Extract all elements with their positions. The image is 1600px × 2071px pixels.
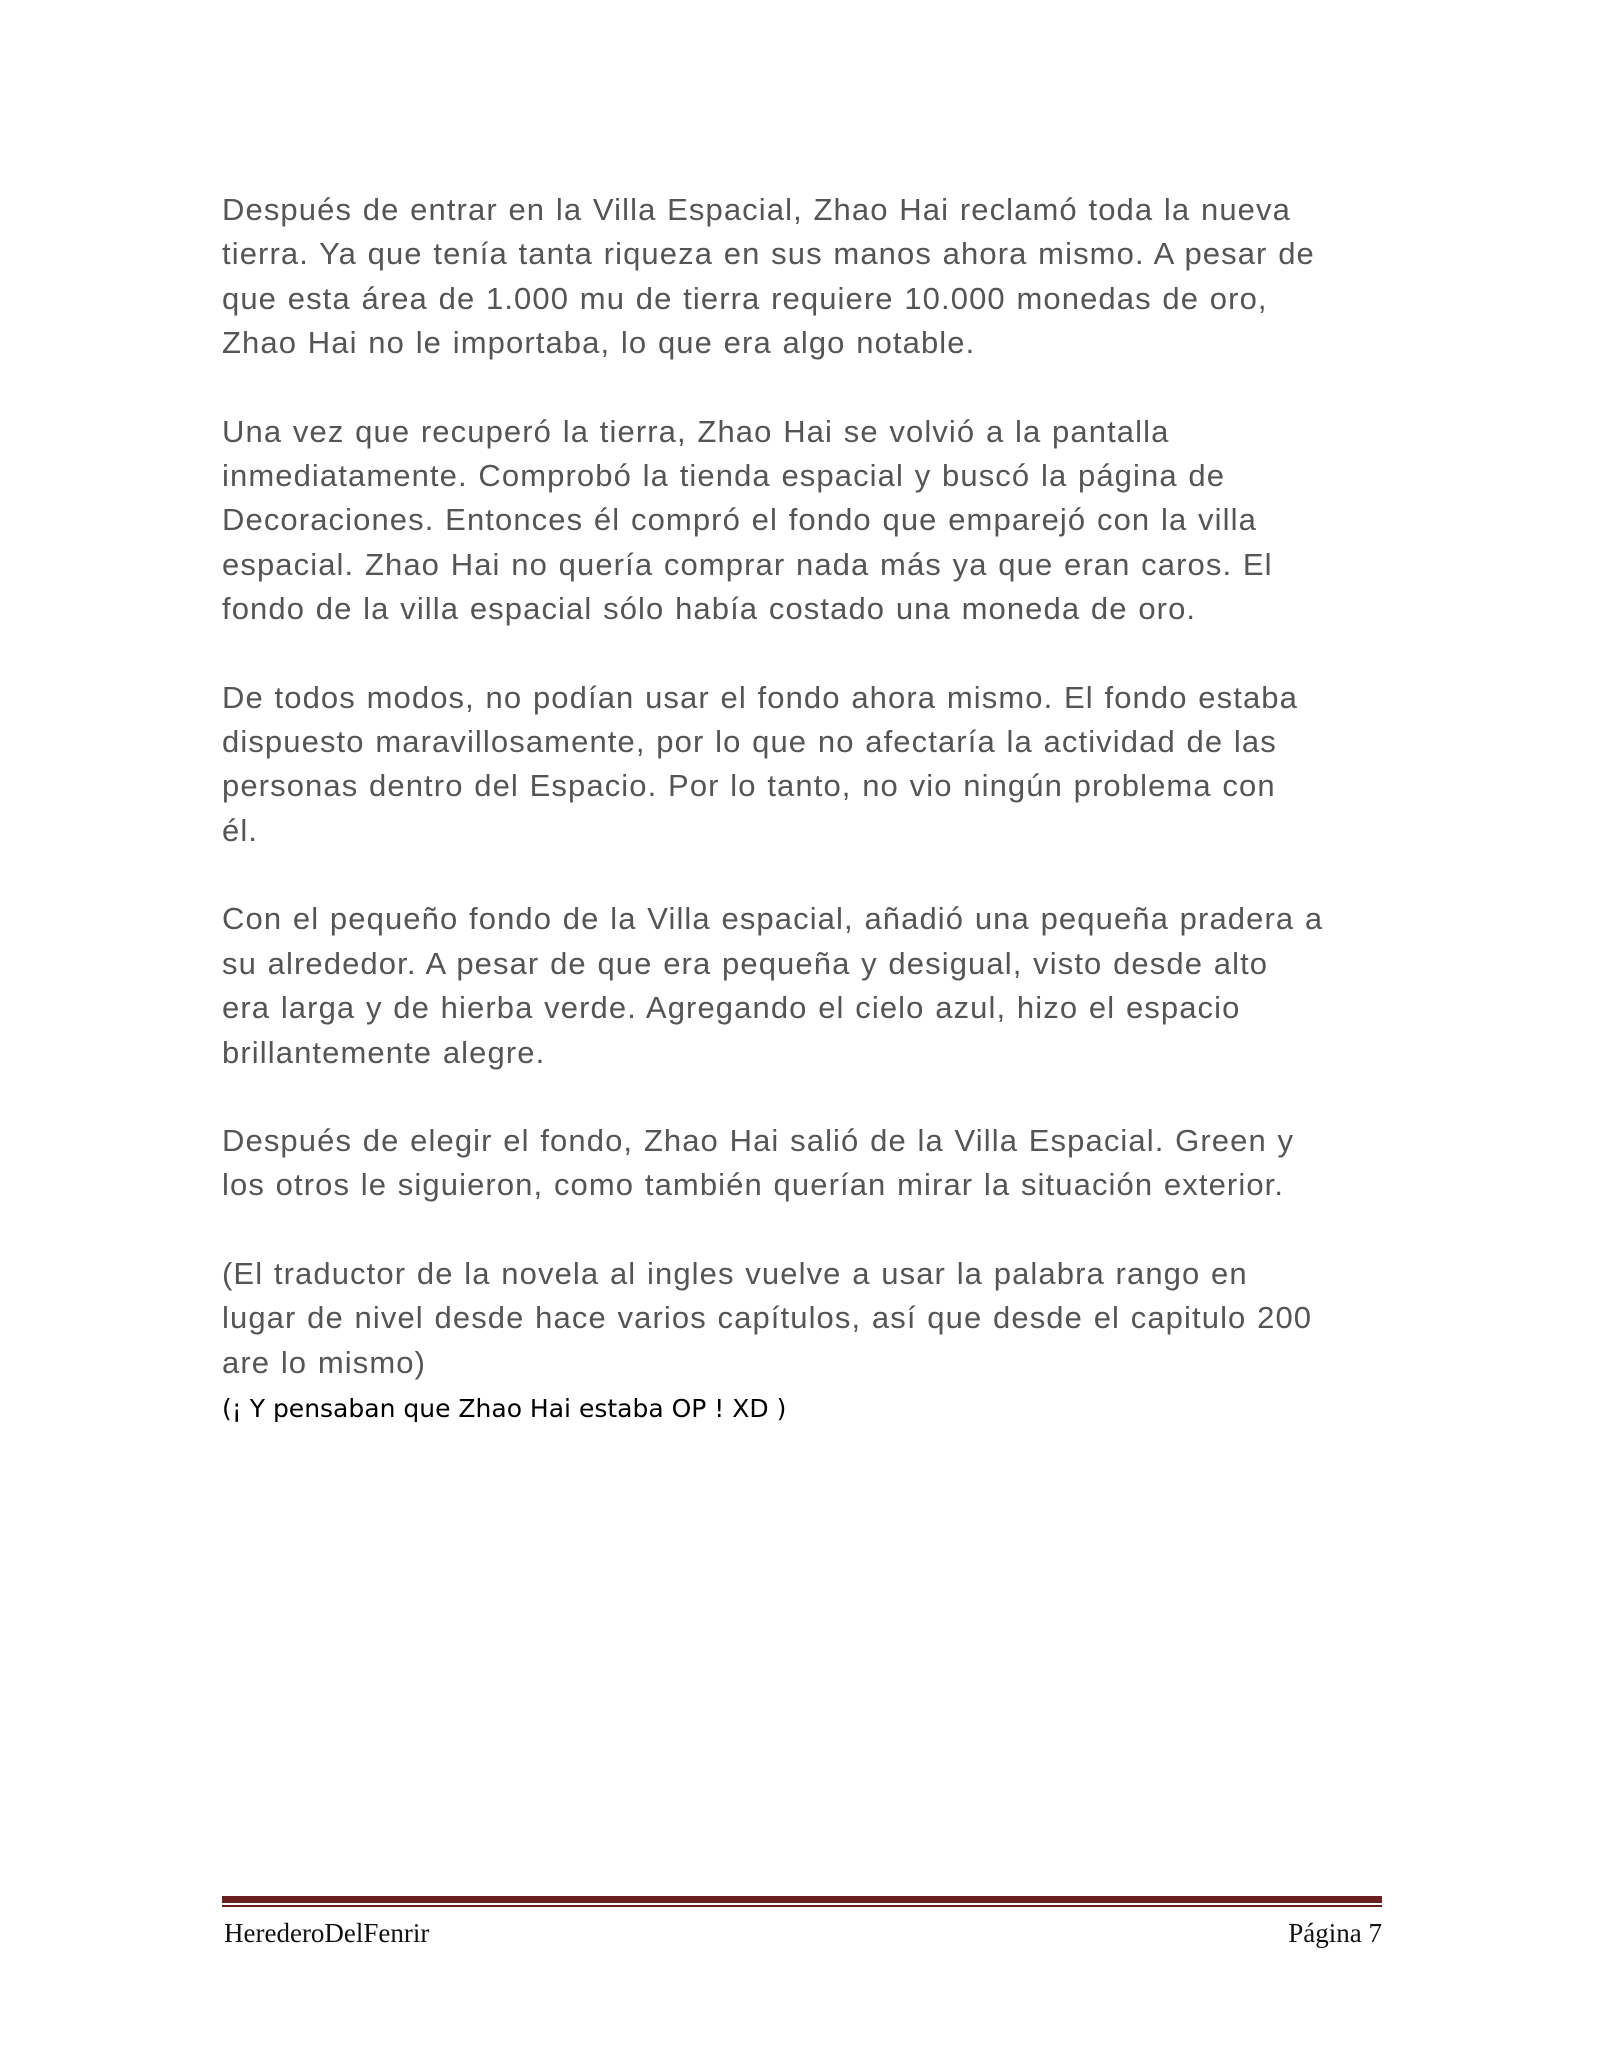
author-note: (¡ Y pensaban que Zhao Hai estaba OP ! XD ) xyxy=(222,1393,787,1423)
text-line: que esta área de 1.000 mu de tierra requiere 10.000 monedas de oro, xyxy=(222,280,1268,316)
text-line: él. xyxy=(222,812,259,848)
paragraph-6 xyxy=(222,1252,1387,1385)
text-line: tierra. Ya que tenía tanta riqueza en sus manos ahora mismo. A pesar de xyxy=(222,236,1315,272)
footer-rule xyxy=(222,1896,1382,1903)
text-line: Después de entrar en la Villa Espacial, Zhao Hai reclamó toda la nueva xyxy=(222,192,1291,227)
paragraph-5 xyxy=(222,1119,1387,1208)
text-line: su alrededor. A pesar de que era pequeña y desigual, visto desde alto xyxy=(222,945,1269,981)
page-footer xyxy=(222,1910,1382,1954)
text-line: (El traductor de la novela al ingles vuelve a usar la palabra rango en xyxy=(222,1255,1248,1291)
footer-author: HerederoDelFenrir xyxy=(224,1918,430,1948)
text-line: inmediatamente. Comprobó la tienda espacial y buscó la página de xyxy=(222,458,1226,494)
text-line: Después de elegir el fondo, Zhao Hai salió de la Villa Espacial. Green y xyxy=(222,1122,1295,1158)
text-line: Con el pequeño fondo de la Villa espacial, añadió una pequeña pradera a xyxy=(222,901,1324,937)
text-line: lugar de nivel desde hace varios capítulos, así que desde el capitulo 200 xyxy=(222,1300,1313,1336)
footer-page-number: Página 7 xyxy=(1288,1918,1382,1948)
text-line: Zhao Hai no le importaba, lo que era algo notable. xyxy=(222,325,976,361)
text-line: Decoraciones. Entonces él compró el fondo que emparejó con la villa xyxy=(222,502,1257,538)
text-line: are lo mismo) xyxy=(222,1344,427,1380)
text-line: dispuesto maravillosamente, por lo que no afectaría la actividad de las xyxy=(222,724,1277,760)
text-line: Una vez que recuperó la tierra, Zhao Hai se volvió a la pantalla xyxy=(222,413,1170,449)
text-line: los otros le siguieron, como también querían mirar la situación exterior. xyxy=(222,1167,1285,1203)
text-line: brillantemente alegre. xyxy=(222,1034,546,1070)
text-line: era larga y de hierba verde. Agregando el cielo azul, hizo el espacio xyxy=(222,990,1241,1026)
paragraph-3 xyxy=(222,676,1387,854)
body-text xyxy=(222,188,1387,1429)
paragraph-2 xyxy=(222,410,1387,632)
text-line: De todos modos, no podían usar el fondo ahora mismo. El fondo estaba xyxy=(222,679,1298,715)
text-line: fondo de la villa espacial sólo había costado una moneda de oro. xyxy=(222,591,1197,627)
text-line: personas dentro del Espacio. Por lo tanto, no vio ningún problema con xyxy=(222,768,1276,804)
text-line: espacial. Zhao Hai no quería comprar nada más ya que eran caros. El xyxy=(222,546,1273,582)
paragraph-4 xyxy=(222,897,1387,1075)
footer-rule-thin xyxy=(222,1905,1382,1907)
paragraph-1 xyxy=(222,188,1387,366)
